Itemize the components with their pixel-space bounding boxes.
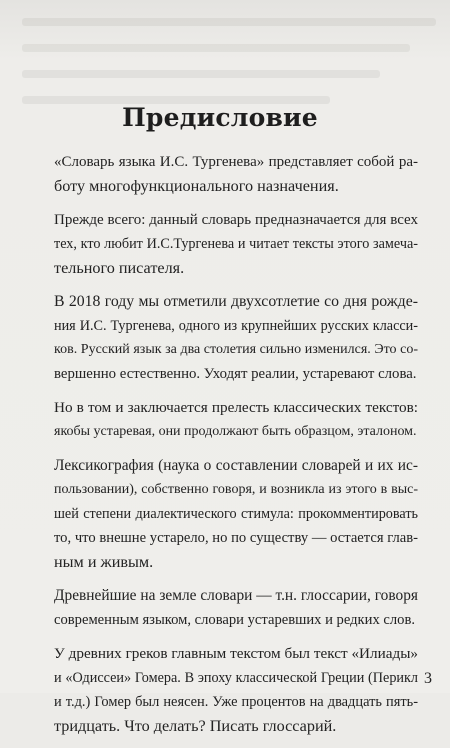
text-line: и «Одиссеи» Гомера. В эпоху классической Греции (Перикл: [54, 670, 418, 686]
paragraph: [34, 208, 418, 280]
paragraph: [34, 290, 418, 386]
text-line: якобы устаревая, они продолжают быть образцом, эталоном.: [54, 424, 417, 439]
text-line: тридцать. Что делать? Писать глоссарий.: [54, 717, 337, 735]
page-number: 3: [424, 670, 432, 687]
text-line: тех, кто любит И.С.Тургенева и читает тексты этого замеча-: [54, 236, 418, 252]
text-line: пользовании), собственно говоря, и возникла из этого в выс-: [54, 482, 418, 497]
text-line: «Словарь языка И.С. Тургенева» представляет собой ра-: [54, 154, 418, 170]
text-line: то, что внешне устарело, но по существу — остается глав-: [54, 530, 418, 546]
paragraph: [34, 454, 418, 574]
text-line: Прежде всего: данный словарь предназначается для всех: [54, 212, 418, 228]
paragraph: [34, 642, 418, 738]
bleed-through-line: [22, 18, 436, 26]
text-line: и т.д.) Гомер был неясен. Уже процентов на двадцать пять-: [54, 694, 418, 710]
text-line: вершенно естественно. Уходят реалии, устаревают слова.: [54, 366, 417, 382]
text-line: тельного писателя.: [54, 259, 185, 277]
text-line: ным и живым.: [54, 553, 154, 571]
paragraph: [34, 150, 418, 198]
bleed-through-line: [22, 70, 380, 78]
text-line: В 2018 году мы отметили двухсотлетие со дня рожде-: [54, 293, 418, 310]
page-title: Предисловие: [122, 103, 318, 132]
text-line: современным языком, словари устаревших и редких слов.: [54, 612, 416, 628]
text-line: У древних греков главным текстом был текст «Илиады»: [54, 645, 418, 662]
text-line: Древнейшие на земле словари — т.н. глоссарии, говоря: [54, 587, 418, 604]
bleed-through-line: [22, 44, 410, 52]
text-line: шей степени диалектического стимула: прокомментировать: [54, 506, 418, 522]
paragraph: [34, 584, 418, 632]
text-line: боту многофункционального назначения.: [54, 177, 339, 195]
text-line: Лексикография (наука о составлении словарей и их ис-: [54, 457, 418, 474]
body-text: [34, 150, 418, 748]
paragraph: [34, 396, 418, 444]
text-line: Но в том и заключается прелесть классических текстов:: [54, 399, 418, 416]
text-line: ния И.С. Тургенева, одного из крупнейших русских класси-: [54, 318, 418, 334]
text-line: ков. Русский язык за два столетия сильно изменился. Это со-: [54, 342, 418, 357]
